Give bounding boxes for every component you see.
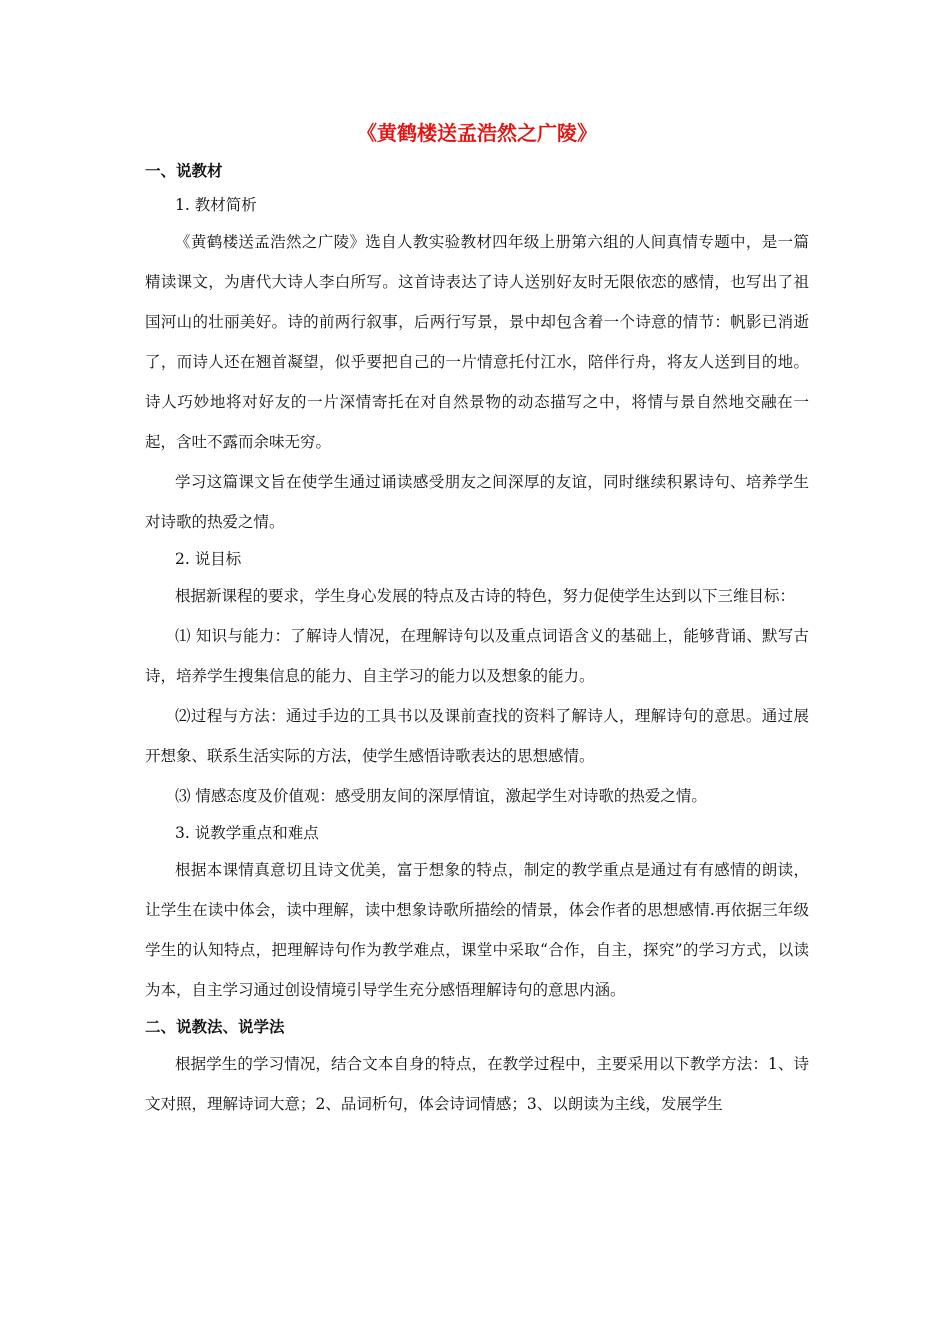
- subheading-objectives: 2. 说目标: [175, 550, 242, 568]
- paragraph-objective-emotion: ⑶ 情感态度及价值观：感受朋友间的深厚情谊，激起学生对诗歌的热爱之情。: [175, 787, 707, 805]
- subheading-textbook-analysis: 1. 教材简析: [175, 196, 257, 214]
- section-heading-methods: 二、说教法、说学法: [145, 1018, 285, 1036]
- section-heading-textbook: 一、说教材: [145, 162, 223, 180]
- document-title: 《黄鹤楼送孟浩然之广陵》: [357, 121, 597, 145]
- paragraph-objectives-intro: 根据新课程的要求，学生身心发展的特点及古诗的特色，努力促使学生达到以下三维目标：: [175, 587, 796, 605]
- paragraph-textbook-analysis: 《黄鹤楼送孟浩然之广陵》选自人教实验教材四年级上册第六组的人间真情专题中，是一篇精读课文，为唐代大诗人李白所写。这首诗表达了诗人送别好友时无限依恋的感情，也写出了祖国河山的壮丽美好。诗的前两行叙事，后两行写景，景中却包含着一个诗意的情节：帆影已消逝了，而诗人还在翘首凝望，似乎要把自己的一片情意托付江水，陪伴行舟，将友人送到目的地。诗人巧妙地将对好友的一片深情寄托在对自然景物的动态描写之中，将情与景自然地交融在一起，含吐不露而余味无穷。: [145, 233, 809, 451]
- paragraph-learning-purpose: 学习这篇课文旨在使学生通过诵读感受朋友之间深厚的友谊，同时继续积累诗句、培养学生对诗歌的热爱之情。: [145, 473, 809, 531]
- paragraph-objective-knowledge: ⑴ 知识与能力：了解诗人情况，在理解诗句以及重点词语含义的基础上，能够背诵、默写古诗，培养学生搜集信息的能力、自主学习的能力以及想象的能力。: [145, 627, 809, 685]
- paragraph-methods: 根据学生的学习情况，结合文本自身的特点，在教学过程中，主要采用以下教学方法：1、诗文对照，理解诗词大意；2、品词析句，体会诗词情感；3、以朗读为主线，发展学生: [145, 1055, 809, 1113]
- paragraph-key-points: 根据本课情真意切且诗文优美，富于想象的特点，制定的教学重点是通过有有感情的朗读，让学生在读中体会，读中理解，读中想象诗歌所描绘的情景，体会作者的思想感情.再依据三年级学生的认知特点，把理解诗句作为教学难点，课堂中采取“合作，自主，探究”的学习方式，以读为本，自主学习通过创设情境引导学生充分感悟理解诗句的意思内涵。: [145, 861, 809, 999]
- subheading-key-points: 3. 说教学重点和难点: [175, 824, 319, 842]
- document-page: [145, 118, 809, 1124]
- paragraph-objective-process: ⑵过程与方法：通过手边的工具书以及课前查找的资料了解诗人，理解诗句的意思。通过展开想象、联系生活实际的方法，使学生感悟诗歌表达的思想感情。: [145, 707, 809, 765]
